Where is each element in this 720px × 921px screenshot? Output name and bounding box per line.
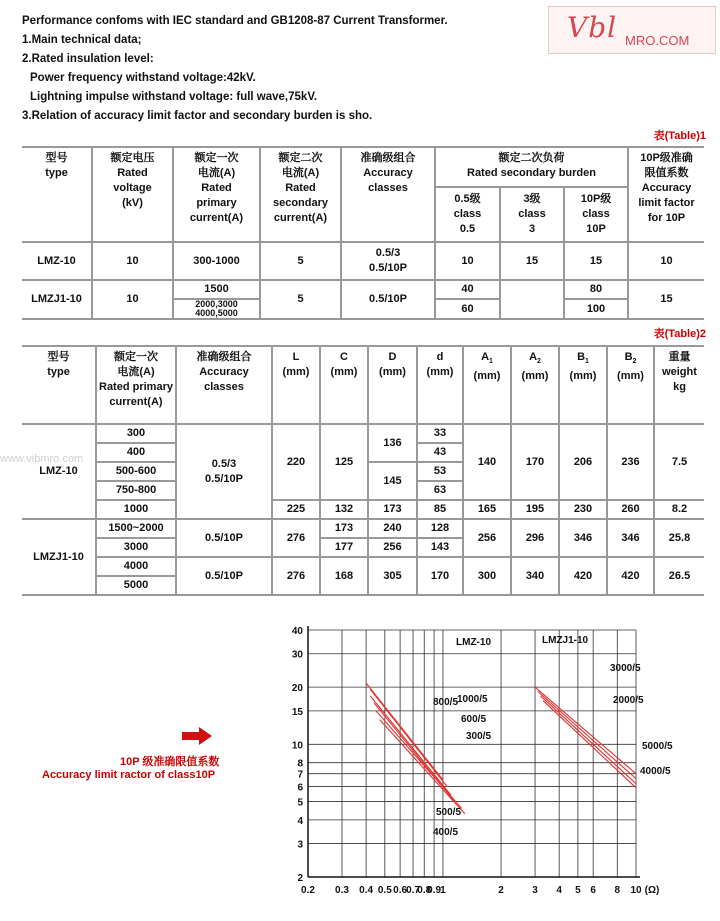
x-tick-label: 0.7 bbox=[406, 885, 420, 896]
t2-h-B2: $B_2$ (mm) bbox=[607, 346, 654, 424]
x-tick-label: 5 bbox=[575, 885, 581, 896]
t2-cell: 140 bbox=[463, 424, 511, 500]
t2-h-D: D (mm) bbox=[368, 346, 417, 424]
t2-cell: 340 bbox=[511, 557, 559, 595]
curve-800-5 bbox=[366, 683, 443, 780]
intro-line: Lightning impulse withstand voltage: full wave,75kV. bbox=[30, 91, 318, 103]
logo-script: Vbl bbox=[567, 11, 618, 44]
y-tick-label: 6 bbox=[297, 782, 303, 794]
t2-cell: 230 bbox=[559, 500, 607, 519]
y-tick-label: 3 bbox=[297, 839, 303, 851]
t1-h-alf: 10P级准确 限值系数 Accuracy limit factor for 10P bbox=[638, 152, 695, 224]
t2-cell: 300 bbox=[96, 424, 176, 443]
x-tick-label: 6 bbox=[590, 885, 596, 896]
t2-h-acc: 准确级组合 Accuracy classes bbox=[176, 346, 272, 424]
table1-caption: 表(Table)1 bbox=[653, 130, 706, 142]
t1-cell: 300-1000 bbox=[173, 242, 260, 280]
t2-cell: 420 bbox=[607, 557, 654, 595]
t1-h-acc: 准确级组合 Accuracy classes bbox=[341, 147, 435, 242]
t2-cell: 3000 bbox=[96, 538, 176, 557]
t2-cell: 225 bbox=[272, 500, 320, 519]
t2-h-C: C (mm) bbox=[320, 346, 368, 424]
t2-cell: 173 bbox=[320, 519, 368, 538]
t2-cell: 25.8 bbox=[654, 519, 704, 557]
t2-cell: 43 bbox=[417, 443, 463, 462]
t1-cell: 10 bbox=[435, 242, 500, 280]
t1-cell: 15 bbox=[500, 242, 564, 280]
x-tick-label: 0.8 bbox=[417, 885, 432, 896]
t2-cell: 170 bbox=[511, 424, 559, 500]
series-label: 3000/5 bbox=[610, 663, 641, 674]
t2-cell: 346 bbox=[559, 519, 607, 557]
intro-line: 1.Main technical data; bbox=[22, 34, 142, 46]
t2-h-A2: $A_2$ (mm) bbox=[511, 346, 559, 424]
t1-h-b1: 0.5级 class 0.5 bbox=[435, 187, 500, 242]
t2-cell: 26.5 bbox=[654, 557, 704, 595]
series-label: 1000/5 bbox=[457, 694, 488, 705]
t1-h-prim: 额定一次 电流(A) Rated primary current(A) bbox=[173, 147, 260, 242]
t2-cell: 5000 bbox=[96, 576, 176, 595]
chart-axes bbox=[308, 626, 640, 877]
t2-cell: 7.5 bbox=[654, 424, 704, 500]
t1-cell: 2000,3000 4000,5000 bbox=[173, 299, 260, 319]
y-tick-label: 8 bbox=[297, 758, 303, 770]
y-tick-label: 4 bbox=[297, 815, 303, 827]
t1-cell: 100 bbox=[564, 299, 628, 319]
series-label: 5000/5 bbox=[642, 741, 673, 752]
t1-cell: 40 bbox=[435, 280, 500, 299]
t2-cell: 53 bbox=[417, 462, 463, 481]
t2-cell: 206 bbox=[559, 424, 607, 500]
t1-h-type: 型号 type bbox=[22, 147, 92, 242]
t1-h-volt: 额定电压 Rated voltage (kV) bbox=[92, 147, 173, 242]
series-label: 600/5 bbox=[461, 714, 487, 725]
t2-cell: 165 bbox=[463, 500, 511, 519]
t2-cell: 420 bbox=[559, 557, 607, 595]
t2-cell: 0.5/3 0.5/10P bbox=[176, 424, 272, 519]
t2-cell: 300 bbox=[463, 557, 511, 595]
logo-domain: MRO.COM bbox=[625, 33, 690, 48]
t2-cell: 260 bbox=[607, 500, 654, 519]
t2-h-L: L (mm) bbox=[272, 346, 320, 424]
series-label: 500/5 bbox=[436, 807, 462, 818]
x-tick-label: 0.4 bbox=[359, 885, 374, 896]
x-tick-label: 0.2 bbox=[301, 885, 315, 896]
t1-h-sec: 额定二次 电流(A) Rated secondary current(A) bbox=[260, 147, 341, 242]
series-label: 2000/5 bbox=[613, 695, 644, 706]
y-tick-label: 5 bbox=[297, 797, 303, 809]
t1-cell: 10 bbox=[92, 280, 173, 319]
y-tick-label: 30 bbox=[291, 649, 303, 661]
t2-cell: 305 bbox=[368, 557, 417, 595]
x-tick-label: 0.6 bbox=[393, 885, 408, 896]
t2-cell: 1000 bbox=[96, 500, 176, 519]
intro-line: 2.Rated insulation level: bbox=[22, 53, 154, 65]
t1-cell: 1500 bbox=[173, 280, 260, 299]
series-label: 400/5 bbox=[433, 827, 459, 838]
t2-cell: 0.5/10P bbox=[176, 519, 272, 557]
panel-title: LMZ-10 bbox=[456, 637, 491, 648]
t2-cell: 168 bbox=[320, 557, 368, 595]
t2-cell: 33 bbox=[417, 424, 463, 443]
t2-cell: 143 bbox=[417, 538, 463, 557]
chart-grid bbox=[308, 630, 636, 877]
t2-h-prim: 额定一次 电流(A) Rated primary current(A) bbox=[96, 346, 176, 424]
t2-h-d: d (mm) bbox=[417, 346, 463, 424]
y-tick-label: 15 bbox=[291, 706, 303, 718]
series-label: 4000/5 bbox=[640, 766, 671, 777]
curve-500-5 bbox=[376, 711, 462, 808]
t1-cell: LMZ-10 bbox=[22, 242, 92, 280]
t2-cell: 276 bbox=[272, 557, 320, 595]
t1-h-b3: 10P级 class 10P bbox=[564, 187, 628, 242]
t2-cell: 195 bbox=[511, 500, 559, 519]
t2-cell: 1500~2000 bbox=[96, 519, 176, 538]
x-tick-label: 10 bbox=[630, 885, 642, 896]
t2-cell: 8.2 bbox=[654, 500, 704, 519]
y-tick-label: 2 bbox=[297, 873, 303, 884]
t2-cell: 400 bbox=[96, 443, 176, 462]
t2-h-type: 型号 type bbox=[22, 346, 96, 424]
x-tick-label: 3 bbox=[532, 885, 538, 896]
t2-cell: LMZ-10 bbox=[22, 424, 96, 519]
t1-cell: 5 bbox=[260, 242, 341, 280]
watermark: www.vibmro.com bbox=[0, 453, 84, 465]
y-tick-label: 40 bbox=[291, 626, 303, 637]
t2-cell: 170 bbox=[417, 557, 463, 595]
t2-cell: 256 bbox=[463, 519, 511, 557]
t2-cell: 256 bbox=[368, 538, 417, 557]
chart-label-en: Accuracy limit ractor of class10P bbox=[42, 769, 216, 781]
t1-cell: 10 bbox=[660, 254, 673, 267]
table2-caption: 表(Table)2 bbox=[653, 328, 706, 340]
t2-cell: 0.5/10P bbox=[176, 557, 272, 595]
intro-line: Power frequency withstand voltage:42kV. bbox=[30, 72, 256, 84]
y-tick-label: 7 bbox=[297, 769, 303, 781]
t2-cell: 346 bbox=[607, 519, 654, 557]
t2-cell: 4000 bbox=[96, 557, 176, 576]
t2-h-B1: $B_1$ (mm) bbox=[559, 346, 607, 424]
t2-cell: 63 bbox=[417, 481, 463, 500]
x-tick-label: 8 bbox=[614, 885, 621, 896]
series-label: 800/5 bbox=[433, 697, 459, 708]
x-tick-label: 1 bbox=[440, 885, 446, 896]
t1-cell: 15 bbox=[628, 280, 704, 319]
t1-cell: 80 bbox=[564, 280, 628, 299]
t1-cell: 15 bbox=[564, 242, 628, 280]
y-tick-label: 10 bbox=[291, 740, 303, 752]
curve-400-5 bbox=[380, 720, 465, 814]
panel-title: LMZJ1-10 bbox=[542, 635, 589, 646]
t2-cell: 240 bbox=[368, 519, 417, 538]
t1-cell: 0.5/10P bbox=[341, 280, 435, 319]
x-tick-label: 2 bbox=[498, 885, 504, 896]
t1-cell: 5 bbox=[260, 280, 341, 319]
t2-cell: LMZJ1-10 bbox=[22, 519, 96, 595]
t1-cell: 60 bbox=[435, 299, 500, 319]
t2-cell: 220 bbox=[272, 424, 320, 500]
t2-cell: 236 bbox=[607, 424, 654, 500]
curve-5000-5 bbox=[540, 696, 636, 784]
t2-cell: 145 bbox=[368, 462, 417, 500]
t1-h-b2: 3级 class 3 bbox=[500, 187, 564, 242]
t2-cell: 136 bbox=[368, 424, 417, 462]
y-tick-label: 20 bbox=[291, 683, 303, 695]
x-tick-label: 0.9 bbox=[427, 885, 442, 896]
t1-cell: 10 bbox=[92, 242, 173, 280]
series-label: 300/5 bbox=[466, 731, 492, 742]
t2-cell: 128 bbox=[417, 519, 463, 538]
t2-cell: 177 bbox=[320, 538, 368, 557]
t2-cell: 750-800 bbox=[96, 481, 176, 500]
x-tick-label: 4 bbox=[556, 885, 562, 896]
t1-cell: 0.5/3 0.5/10P bbox=[341, 242, 435, 280]
t2-cell: 132 bbox=[320, 500, 368, 519]
intro-line: Performance confoms with IEC standard and GB1208-87 Current Transformer. bbox=[22, 15, 448, 27]
intro-line: 3.Relation of accuracy limit factor and secondary burden is sho. bbox=[22, 110, 373, 122]
t2-cell: 296 bbox=[511, 519, 559, 557]
t2-cell: 85 bbox=[417, 500, 463, 519]
chart-label-cn: 10P 级准确限值系数 bbox=[120, 756, 220, 768]
t2-cell: 276 bbox=[272, 519, 320, 557]
t1-h-burden: 额定二次负荷 Rated secondary burden bbox=[435, 147, 628, 187]
x-tick-label: 0.3 bbox=[335, 885, 349, 896]
t2-cell: 173 bbox=[368, 500, 417, 519]
t2-h-A1: $A_1$ (mm) bbox=[463, 346, 511, 424]
t1-cell: LMZJ1-10 bbox=[22, 280, 92, 319]
t2-cell: 500-600 bbox=[96, 462, 176, 481]
t2-cell: 125 bbox=[320, 424, 368, 500]
x-unit-label: (Ω) bbox=[644, 885, 660, 896]
t2-h-weight: 重量 weight kg bbox=[662, 351, 697, 393]
x-tick-label: 0.5 bbox=[377, 885, 392, 896]
